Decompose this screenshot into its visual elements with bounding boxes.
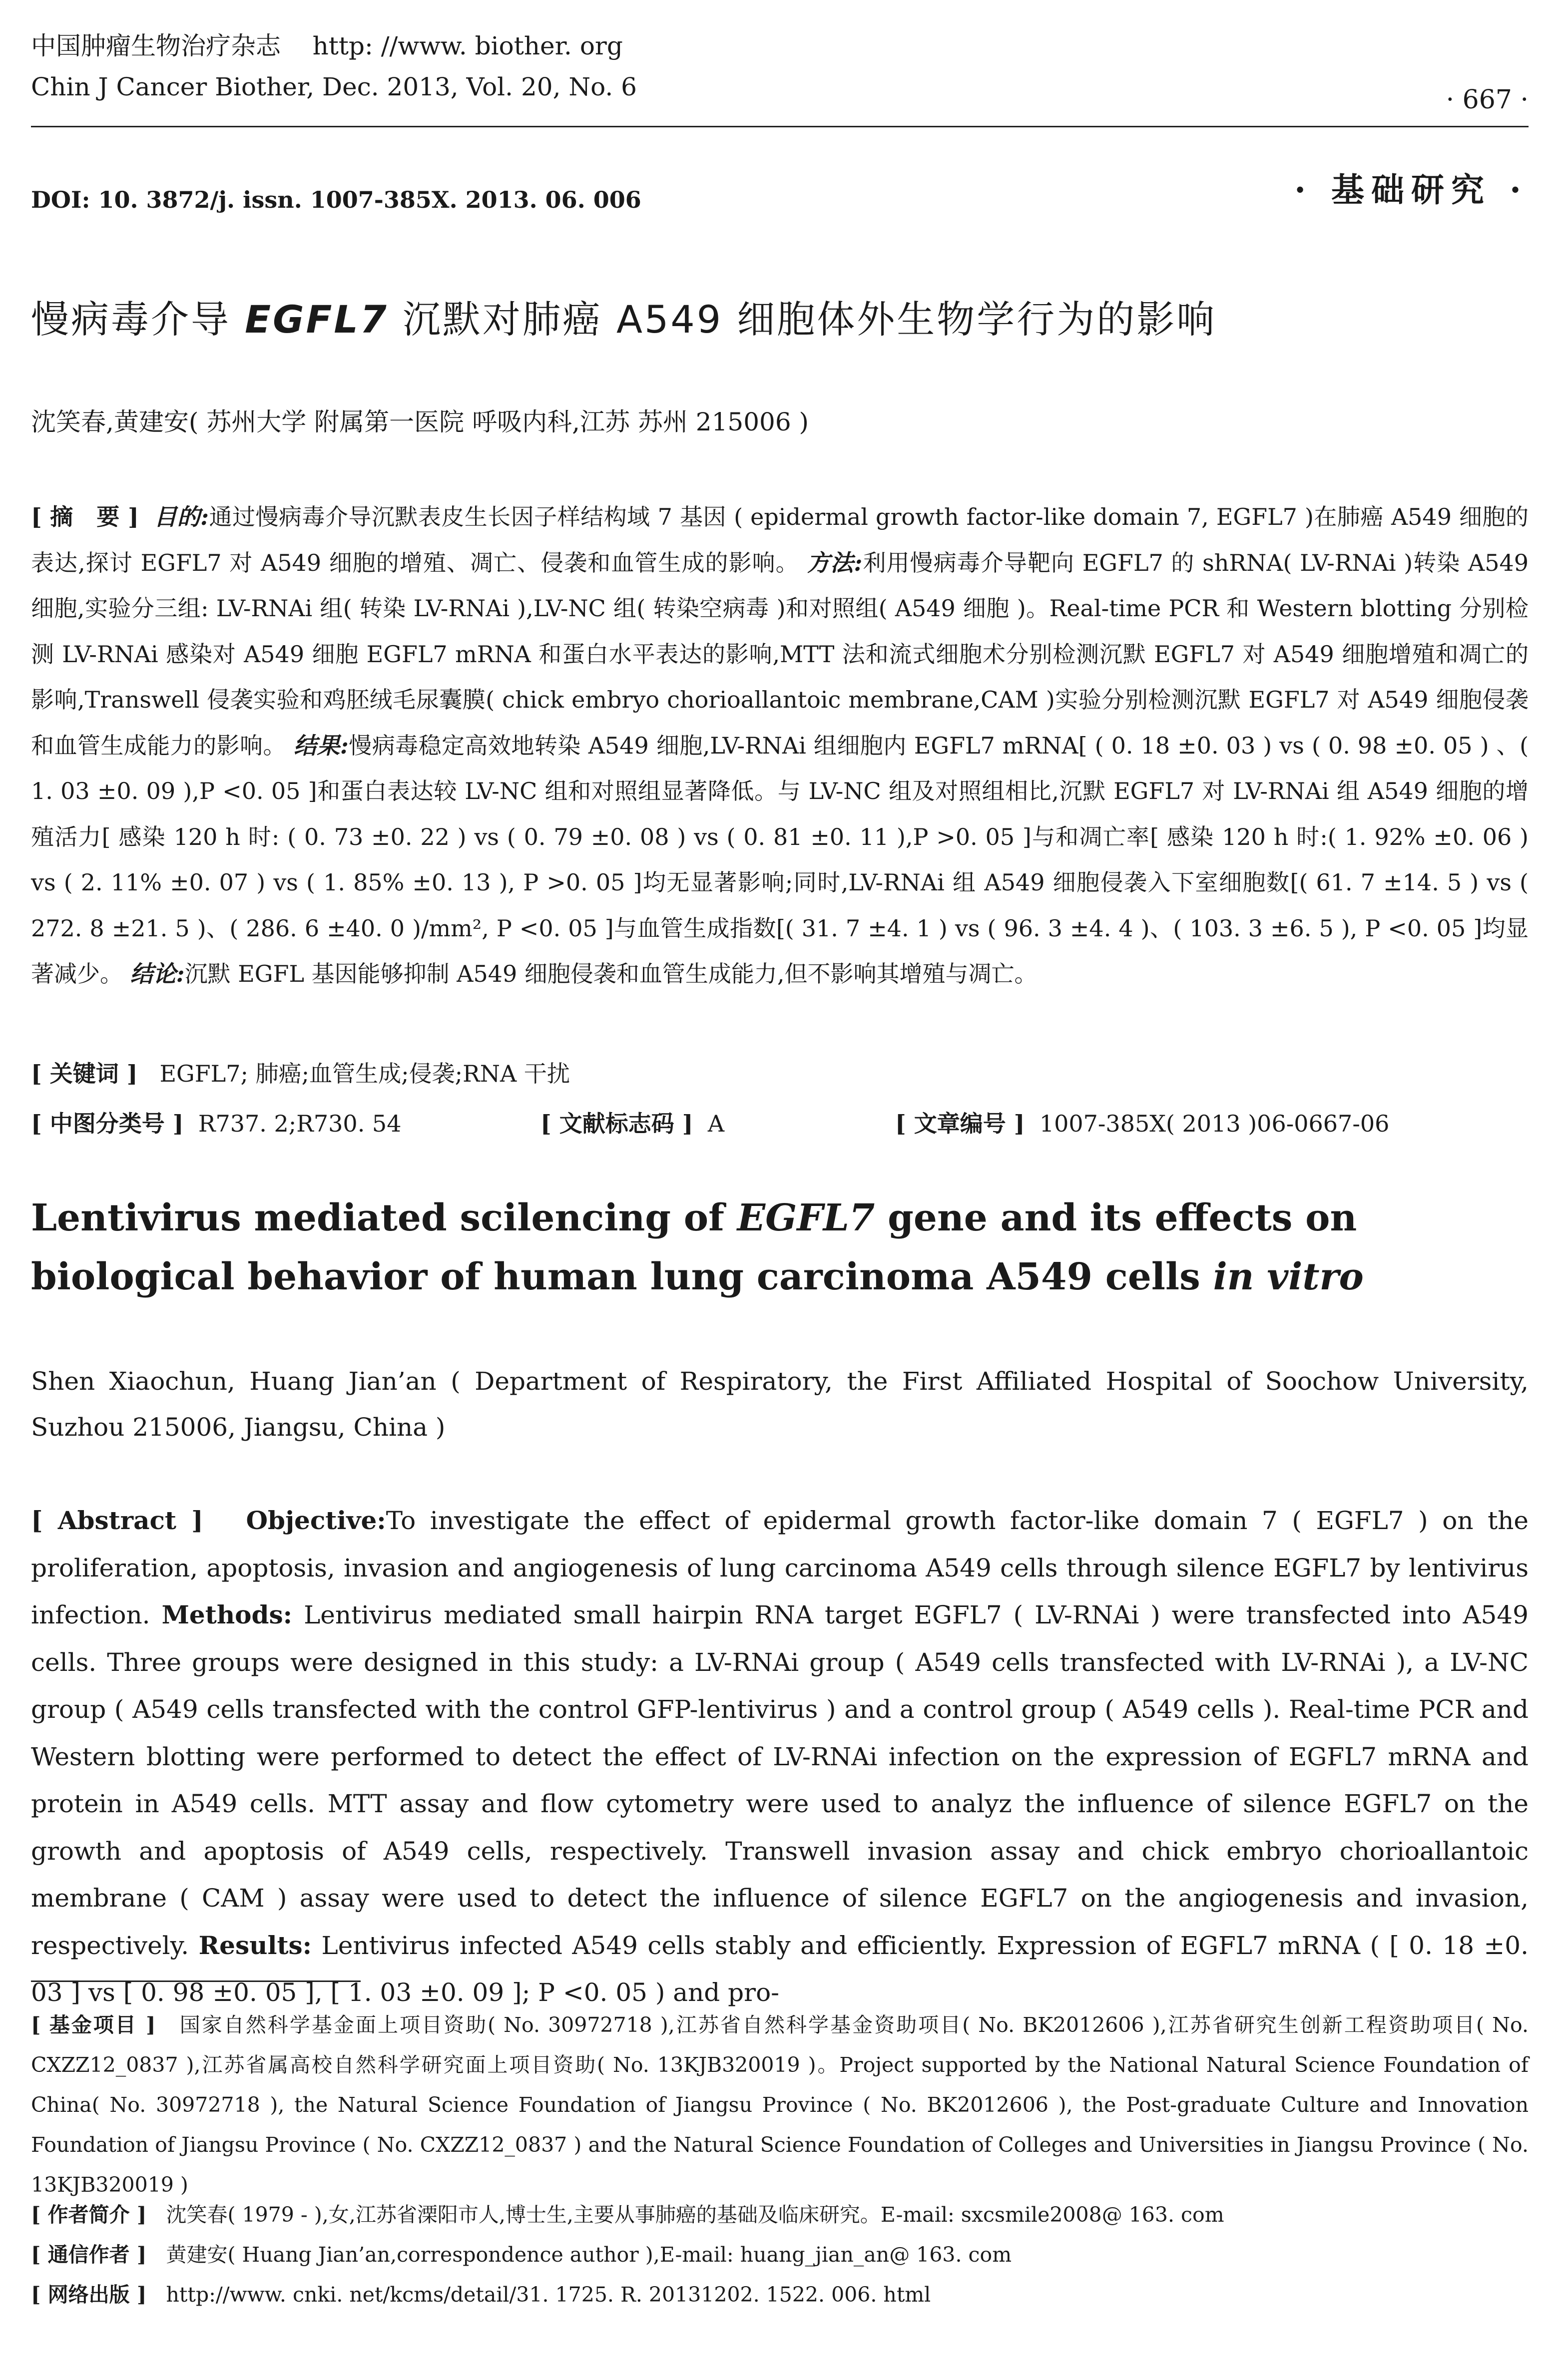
keywords-text: EGFL7; 肺癌;血管生成;侵袭;RNA 干扰 [159,1060,570,1087]
authors-en: Shen Xiaochun, Huang Jian’an ( Department of Respiratory, the First Affiliated Hospital of Soochow University, Suzhou 215006, Jiangsu, China ) [31,1367,1529,1442]
result-text-en: Lentivirus infected A549 cells stably and efficiently. Expression of EGFL7 mRNA ( [ 0. 18 ±0. 03 ] vs [ 0. 98 ±0. 05 ], [ 1. 03 ±0. 09 ]; P <0. 05 ) and pro- [31,1931,1529,2007]
result-text-cn: 慢病毒稳定高效地转染 A549 细胞,LV-RNAi 组细胞内 EGFL7 mRNA[ ( 0. 18 ±0. 03 ) vs ( 0. 98 ±0. 05 ) 、( 1. 03 ±0. 09 ),P <0. 05 ]和蛋白表达较 LV-NC 组和对照组显著降低。与 LV-NC 组及对照组相比,沉默 EGFL7 对 LV-RNAi 组 A549 细胞的增殖活力[ 感染 120 h 时: ( 0. 73 ±0. 22 ) vs ( 0. 79 ±0. 08 ) vs ( 0. 81 ±0. 11 ),P >0. 05 ]与和凋亡率[ 感染 120 h 时:( 1. 92% ±0. 06 ) vs ( 2. 11% ±0. 07 ) vs ( 1. 85% ±0. 13 ), P >0. 05 ]均无显著影响;同时,LV-RNAi 组 A549 细胞侵袭入下室细胞数[( 61. 7 ±14. 5 ) vs ( 272. 8 ±21. 5 )、( 286. 6 ±40. 0 )/mm², P <0. 05 ]与血管生成指数[( 31. 7 ±4. 1 ) vs ( 96. 3 ±4. 4 )、( 103. 3 ±6. 5 ), P <0. 05 ]均显著减少。 [31,732,1529,987]
footnote-correspondence [31,2235,1529,2275]
title-cn-part: 沉默对肺癌 A549 细胞体外生物学行为的影响 [388,297,1217,342]
doi[interactable]: DOI: 10. 3872/j. issn. 1007-385X. 2013. 06. 006 [31,186,641,213]
title-en [31,1189,1529,1306]
objective-text-en: To investigate the effect of epidermal growth factor-like domain 7 ( EGFL7 ) on the proliferation, apoptosis, invasion and angiogenesis of lung carcinoma A549 cells through silence EGFL7 by lentivirus infection. [31,1506,1529,1629]
clc-value: R737. 2;R730. 54 [198,1110,402,1137]
footnote-online [31,2275,1529,2315]
doc-value: A [707,1110,725,1137]
classification-row [31,1104,1529,1144]
authors-cn: 沈笑春,黄建安( 苏州大学 附属第一医院 呼吸内科,江苏 苏州 215006 ) [31,407,809,436]
title-en-part: Lentivirus mediated scilencing of [31,1196,737,1239]
journal-name-cn: 中国肿瘤生物治疗杂志 [31,31,281,60]
abstract-en-label: [ Abstract ] [31,1506,203,1535]
correspondence-text: 黄建安( Huang Jian’an,correspondence author ),E-mail: huang_jian_an@ 163. com [166,2243,1012,2267]
page-number: · 667 · [1446,85,1529,115]
clc-number [31,1104,401,1144]
keywords [31,1054,570,1094]
clc-label: [ 中图分类号 ] [31,1110,184,1137]
journal-issue-en: Chin J Cancer Biother, Dec. 2013, Vol. 20, No. 6 [31,72,637,101]
art-label: [ 文章编号 ] [895,1110,1025,1137]
journal-url[interactable]: http: //www. biother. org [312,31,623,60]
keywords-label: [ 关键词 ] [31,1060,138,1087]
online-label: [ 网络出版 ] [31,2283,147,2307]
conclusion-label-cn: 结论: [130,960,185,987]
online-url[interactable]: http://www. cnki. net/kcms/detail/31. 1725. R. 20131202. 1522. 006. html [166,2283,931,2307]
author-bio-text: 沈笑春( 1979 - ),女,江苏省溧阳市人,博士生,主要从事肺癌的基础及临床研究。E-mail: sxcsmile2008@ 163. com [166,2203,1224,2227]
footnote-funding [31,2005,1529,2205]
footnote-rule [31,1981,361,1982]
journal-name-line [31,26,623,66]
objective-label-cn: 目的: [154,503,209,530]
header-rule [31,126,1529,127]
article-id [895,1104,1389,1144]
title-cn-part: 慢病毒介导 [31,297,245,342]
abstract-en [31,1497,1529,2016]
abstract-cn [31,494,1529,997]
result-label-en: Results: [198,1930,312,1960]
result-label-cn: 结果: [293,732,349,759]
abstract-cn-label: [ 摘 要 ] [31,503,139,530]
doc-label: [ 文献标志码 ] [540,1110,693,1137]
funding-label: [ 基金项目 ] [31,2013,156,2037]
method-text-cn: 利用慢病毒介导靶向 EGFL7 的 shRNA( LV-RNAi )转染 A549 细胞,实验分三组: LV-RNAi 组( 转染 LV-RNAi ),LV-NC 组( 转染空病毒 )和对照组( A549 细胞 )。Real-time PCR 和 Western blotting 分别检测 LV-RNAi 感染对 A549 细胞 EGFL7 mRNA 和蛋白水平表达的影响,MTT 法和流式细胞术分别检测沉默 EGFL7 对 A549 细胞增殖和凋亡的影响,Transwell 侵袭实验和鸡胚绒毛尿囊膜( chick embryo chorioallantoic membrane,CAM )实验分别检测沉默 EGFL7 对 A549 细胞侵袭和血管生成能力的影响。 [31,549,1529,759]
funding-text: 国家自然科学基金面上项目资助( No. 30972718 ),江苏省自然科学基金资助项目( No. BK2012606 ),江苏省研究生创新工程资助项目( No. CXZZ12_0837 ),江苏省属高校自然科学研究面上项目资助( No. 13KJB320019 )。Project supported by the National Natural Science Foundation of China( No. 30972718 ), the Natural Science Foundation of Jiangsu Province ( No. BK2012606 ), the Post-graduate Culture and Innovation Foundation of Jiangsu Province ( No. CXZZ12_0837 ) and the Natural Science Foundation of Colleges and Universities in Jiangsu Province ( No. 13KJB320019 ) [31,2013,1529,2197]
method-label-en: Methods: [161,1600,293,1629]
title-en-gene: EGFL7 [737,1196,875,1239]
section-label: · 基础研究 · [1294,170,1528,209]
document-code [540,1104,724,1144]
title-cn [31,290,1216,350]
title-en-in-vitro: in vitro [1213,1255,1364,1298]
method-label-cn: 方法: [807,549,863,576]
title-cn-gene: EGFL7 [245,297,389,342]
method-text-en: Lentivirus mediated small hairpin RNA target EGFL7 ( LV-RNAi ) were transfected into A549 cells. Three groups were designed in this study: a LV-RNAi group ( A549 cells transfected with LV-RNAi ), a LV-NC group ( A549 cells transfected with the control GFP-lentivirus ) and a control group ( A549 cells ). Real-time PCR and Western blotting were performed to detect the effect of LV-RNAi infection on the expression of EGFL7 mRNA and protein in A549 cells. MTT assay and flow cytometry were used to analyz the influence of silence EGFL7 on the growth and apoptosis of A549 cells, respectively. Transwell invasion assay and chick embryo chorioallantoic membrane ( CAM ) assay were used to detect the influence of silence EGFL7 on the angiogenesis and invasion, respectively. [31,1600,1529,1960]
footnote-author [31,2195,1529,2235]
objective-label-en: Objective: [246,1506,386,1535]
running-header [31,26,1529,136]
author-bio-label: [ 作者简介 ] [31,2203,147,2227]
title-en-part: gene and its effects on biological behavior of human lung carcinoma A549 cells [31,1196,1357,1298]
correspondence-label: [ 通信作者 ] [31,2243,147,2267]
objective-text-cn: 通过慢病毒介导沉默表皮生长因子样结构域 7 基因 ( epidermal growth factor-like domain 7, EGFL7 )在肺癌 A549 细胞的表达,探讨 EGFL7 对 A549 细胞的增殖、凋亡、侵袭和血管生成的影响。 [31,503,1529,576]
art-value: 1007-385X( 2013 )06-0667-06 [1039,1110,1390,1137]
conclusion-text-cn: 沉默 EGFL 基因能够抑制 A549 细胞侵袭和血管生成能力,但不影响其增殖与凋亡。 [184,960,1038,987]
